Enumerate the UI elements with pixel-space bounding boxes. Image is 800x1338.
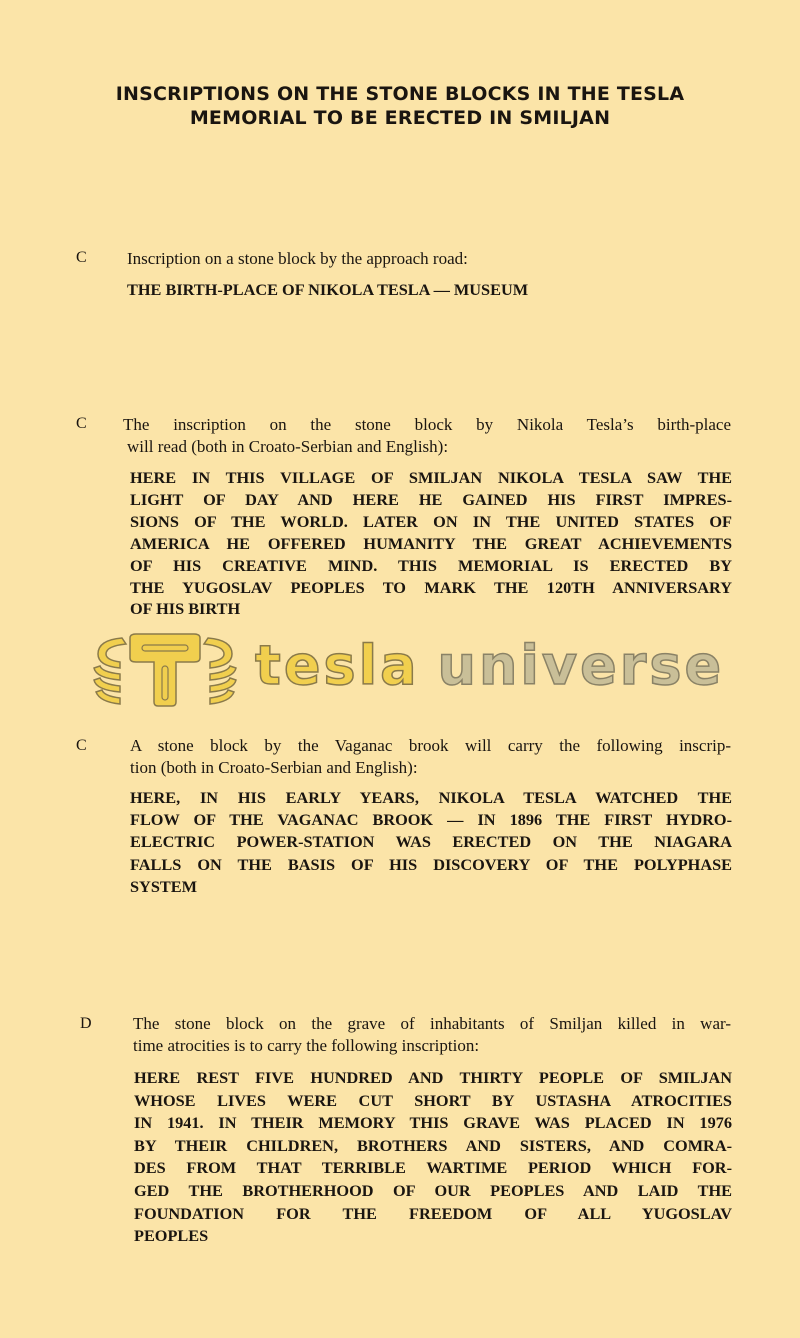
inscription-text [130,467,732,620]
section-letter: D [80,1015,92,1032]
watermark-word-universe: universe [437,634,725,697]
inscription-line: SIONS OF THE WORLD. LATER ON IN THE UNITED STATES OF [130,511,732,531]
title-line: INSCRIPTIONS ON THE STONE BLOCKS IN THE TESLA [115,83,685,105]
inscription-line: ELECTRIC POWER-STATION WAS ERECTED ON THE NIAGARA [130,832,732,852]
inscription-text [134,1067,732,1248]
watermark-wordmark [255,634,724,697]
inscription-line: FOUNDATION FOR THE FREEDOM OF ALL YUGOSLAV [134,1203,732,1223]
title-line: MEMORIAL TO BE ERECTED IN SMILJAN [189,107,611,129]
tesla-coil-t-logo-icon [90,632,240,707]
section-intro [130,735,731,779]
inscription-line: AMERICA HE OFFERED HUMANITY THE GREAT ACHIEVEMENTS [130,533,732,553]
inscription-line: HERE REST FIVE HUNDRED AND THIRTY PEOPLE OF SMILJAN [134,1068,732,1087]
inscription-line: BY THEIR CHILDREN, BROTHERS AND SISTERS, AND COMRA- [134,1135,732,1155]
inscription-line: PEOPLES [134,1226,209,1246]
intro-line: A stone block by the Vaganac brook will carry the following inscrip- [130,736,731,755]
intro-line: Inscription on a stone block by the approach road: [127,249,468,268]
inscription-line: HERE, IN HIS EARLY YEARS, NIKOLA TESLA WATCHED THE [130,788,732,807]
intro-line: The inscription on the stone block by Nikola Tesla’s birth-place [123,415,731,434]
intro-line: tion (both in Croato-Serbian and English): [130,758,418,777]
inscription-line: GED THE BROTHERHOOD OF OUR PEOPLES AND LAID THE [134,1180,732,1200]
intro-line: will read (both in Croato-Serbian and English): [127,437,449,456]
inscription-text [127,279,729,301]
inscription-line: IN 1941. IN THEIR MEMORY THIS GRAVE WAS PLACED IN 1976 [134,1113,732,1133]
page-title [0,82,800,130]
section-intro [123,414,731,458]
inscription-line: FLOW OF THE VAGANAC BROOK — IN 1896 THE FIRST HYDRO- [130,810,732,830]
inscription-line: OF HIS BIRTH [130,599,241,619]
watermark-word-tesla: tesla [255,634,420,697]
section-letter: C [76,249,87,266]
inscription-line: LIGHT OF DAY AND HERE HE GAINED HIS FIRST IMPRES- [130,489,732,509]
inscription-line: OF HIS CREATIVE MIND. THIS MEMORIAL IS ERECTED BY [130,555,732,575]
section-letter: C [76,415,87,432]
inscription-line: HERE IN THIS VILLAGE OF SMILJAN NIKOLA TESLA SAW THE [130,468,732,487]
inscription-text [130,787,732,898]
inscription-line: FALLS ON THE BASIS OF HIS DISCOVERY OF THE POLYPHASE [130,854,732,874]
section-intro [133,1013,731,1057]
tesla-universe-watermark [90,632,725,707]
intro-line: The stone block on the grave of inhabitants of Smiljan killed in war- [133,1014,731,1033]
intro-line: time atrocities is to carry the following inscription: [133,1036,480,1055]
section-intro [127,248,732,270]
inscription-line: THE BIRTH-PLACE OF NIKOLA TESLA — MUSEUM [127,280,529,299]
inscription-line: DES FROM THAT TERRIBLE WARTIME PERIOD WHICH FOR- [134,1158,732,1178]
section-letter: C [76,737,87,754]
inscription-line: WHOSE LIVES WERE CUT SHORT BY USTASHA ATROCITIES [134,1090,732,1110]
inscription-line: THE YUGOSLAV PEOPLES TO MARK THE 120TH ANNIVERSARY [130,577,732,597]
inscription-line: SYSTEM [130,876,197,896]
